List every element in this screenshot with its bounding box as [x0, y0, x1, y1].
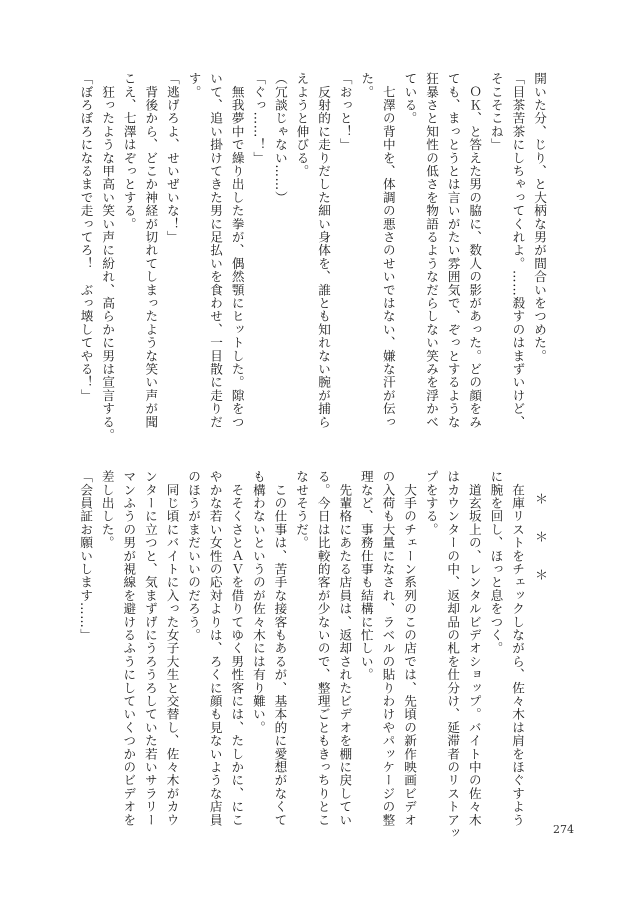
text-line: こえ、七澤はぞっとする。: [121, 72, 137, 231]
text-line: ＯＫ、と答えた男の脇に、数人の影があった。どの顔をみ: [467, 72, 483, 429]
text-line: 狂暴さと知性の低さを物語るようなだらしない笑みを浮かべ: [424, 72, 440, 429]
text-line: 無我夢中で繰り出した拳が、偶然顎にヒットした。隙をつ: [229, 72, 245, 429]
text-line: 「逃げろよ、せいぜいな！」: [164, 72, 180, 244]
page-number: 274: [553, 823, 574, 836]
text-line: る。今日は比較的客が少ないので、整理ごともきっちりとこ: [315, 470, 331, 827]
text-line: 背後から、どこか神経が切れてしまったような笑い声が聞: [143, 72, 159, 429]
text-line: ンターに立つと、気まずげにうろうろしていた若いサラリー: [142, 470, 158, 827]
text-line: 「おっと！」: [337, 72, 353, 152]
text-line: た。: [359, 72, 375, 99]
text-line: の入荷も大量になされ、ラベルの貼りわけやパッケージの整: [380, 470, 396, 827]
text-line: （冗談じゃない……）: [272, 72, 288, 204]
text-line: ている。: [402, 72, 418, 125]
text-line: そそくさとＡＶを借りてゆく男性客には、たしかに、にこ: [229, 470, 245, 827]
text-line: プをする。: [423, 470, 439, 536]
text-line: 「目茶苦茶にしちゃってくれよ。……殺すのはまずいけど、: [510, 72, 526, 429]
lower-text-block: [75, 470, 528, 840]
text-line: 道玄坂上の、レンタルビデオショップ。バイト中の佐々木: [466, 470, 482, 827]
text-line: ても、まっとうとは言いがたい雰囲気で、ぞっとするような: [445, 72, 461, 429]
text-line: 開いた分、じり、と大柄な男が間合いをつめた。: [532, 72, 547, 363]
text-line: に腕を回し、ほっと息をつく。: [488, 470, 504, 655]
text-line: はカウンターの中、返却品の札を仕分け、延滞者のリストアッ: [445, 470, 461, 840]
text-line: のほうがまだいいのだろう。: [186, 470, 202, 642]
text-line: 先輩格にあたる店員は、返却されたビデオを棚に戻してい: [337, 470, 353, 827]
text-line: この仕事は、苦手な接客もあるが、基本的に愛想がなくて: [272, 470, 288, 827]
text-line: マンふうの男が視線を避けるふうにしていくつかのビデオを: [121, 470, 137, 827]
text-line: す。: [186, 72, 202, 99]
text-line: そこそこね」: [488, 72, 504, 152]
text-line: 反射的に走りだした細い身体を、誰とも知れない腕が捕ら: [316, 72, 332, 429]
text-line: 「ぼろぼろになるまで走ってろ！ ぶっ壊してやる！」: [78, 72, 94, 402]
text-line: 七澤の背中を、体調の悪さのせいではない、嫌な汗が伝っ: [380, 72, 396, 429]
text-line: えようと伸びる。: [294, 72, 310, 178]
text-line: 狂ったような甲高い笑い声に紛れ、高らかに男は宣言する。: [100, 72, 116, 442]
text-line: 差し出した。: [99, 470, 115, 550]
text-line: なせそうだ。: [294, 470, 310, 550]
section-separator: ＊ ＊ ＊: [532, 492, 547, 587]
text-line: 理など、事務仕事も結構に忙しい。: [358, 470, 374, 682]
text-line: 「会員証お願いします……」: [78, 470, 94, 642]
upper-text-block: [75, 72, 550, 442]
text-line: 大手のチェーン系列のこの店では、先頃の新作映画ビデオ: [402, 470, 418, 827]
text-line: いて、追い掛けてきた男に足払いを食わせ、一目散に走りだ: [208, 72, 224, 429]
text-line: 在庫リストをチェックしながら、佐々木は肩をほぐすよう: [510, 470, 525, 827]
text-line: 同じ頃にバイトに入った女子大生と交替し、佐々木がカウ: [164, 470, 180, 827]
text-line: 「ぐっ……！」: [251, 72, 267, 165]
text-line: も構わないというのが佐々木には有り難い。: [250, 470, 266, 734]
text-line: やかな若い女性の応対よりは、ろくに顔も見ないような店員: [207, 470, 223, 827]
